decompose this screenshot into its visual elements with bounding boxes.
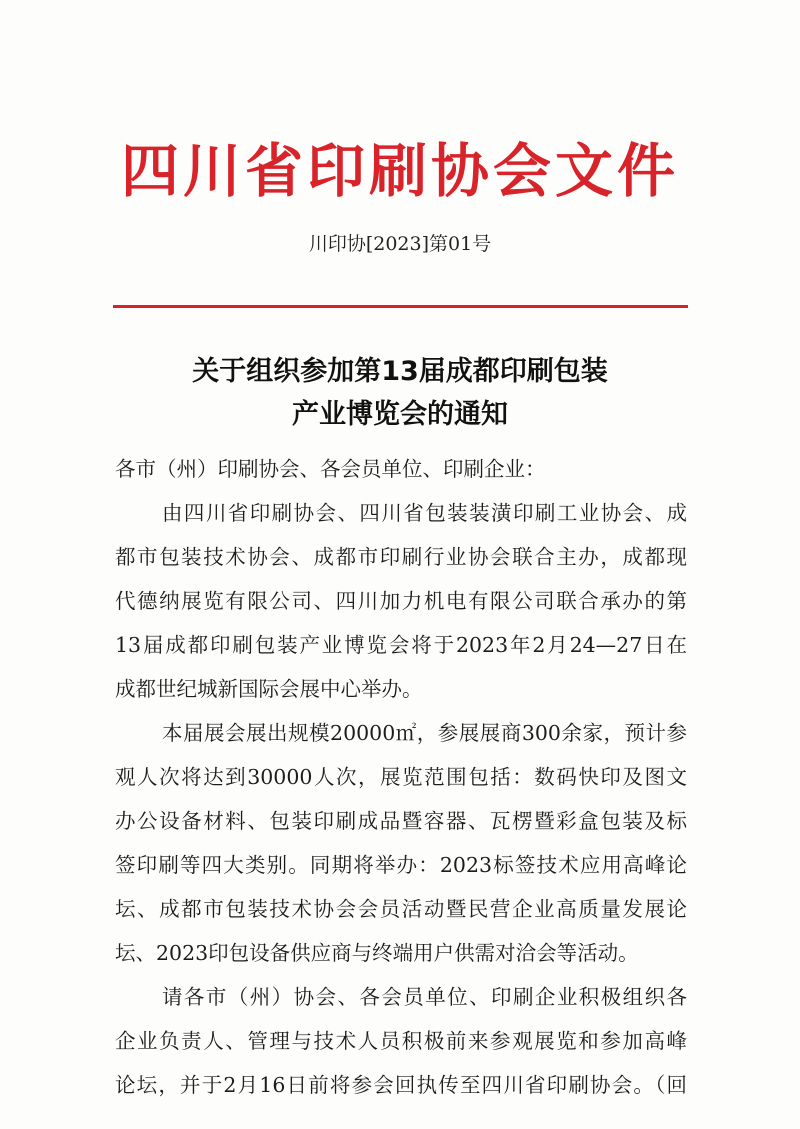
body-line: 代德纳展览有限公司、四川加力机电有限公司联合承办的第 xyxy=(115,589,687,613)
body-line: 本届展会展出规模20000㎡，参展展商300余家，预计参 xyxy=(162,721,687,745)
body-line: 观人次将达到30000人次，展览范围包括：数码快印及图文 xyxy=(115,765,687,789)
body-line: 成都世纪城新国际会展中心举办。 xyxy=(115,677,423,701)
body-line: 论坛，并于2月16日前将参会回执传至四川省印刷协会。（回 xyxy=(115,1073,687,1097)
body-line: 企业负责人、管理与技术人员积极前来参观展览和参加高峰 xyxy=(115,1029,687,1053)
document-number: 川印协[2023]第01号 xyxy=(308,233,492,255)
body-line: 由四川省印刷协会、四川省包装装潢印刷工业协会、成 xyxy=(162,501,687,525)
body-line: 坛、2023印包设备供应商与终端用户供需对洽会等活动。 xyxy=(115,941,639,965)
body-line: 13届成都印刷包装产业博览会将于2023年2月24—27日在 xyxy=(115,633,687,657)
salutation: 各市（州）印刷协会、各会员单位、印刷企业： xyxy=(115,457,546,481)
notice-title-line-2: 产业博览会的通知 xyxy=(292,399,508,430)
notice-title-line-1: 关于组织参加第13届成都印刷包装 xyxy=(192,356,608,387)
body-line: 签印刷等四大类别。同期将举办：2023标签技术应用高峰论 xyxy=(115,853,687,877)
body-line: 办公设备材料、包装印刷成品暨容器、瓦楞暨彩盒包装及标 xyxy=(115,809,687,833)
issuer-title: 四川省印刷协会文件 xyxy=(120,137,679,205)
body-line: 坛、成都市包装技术协会会员活动暨民营企业高质量发展论 xyxy=(115,897,687,921)
red-divider-rule xyxy=(113,305,688,308)
body-line: 请各市（州）协会、各会员单位、印刷企业积极组织各 xyxy=(162,985,687,1009)
body-line: 都市包装技术协会、成都市印刷行业协会联合主办，成都现 xyxy=(115,545,687,569)
